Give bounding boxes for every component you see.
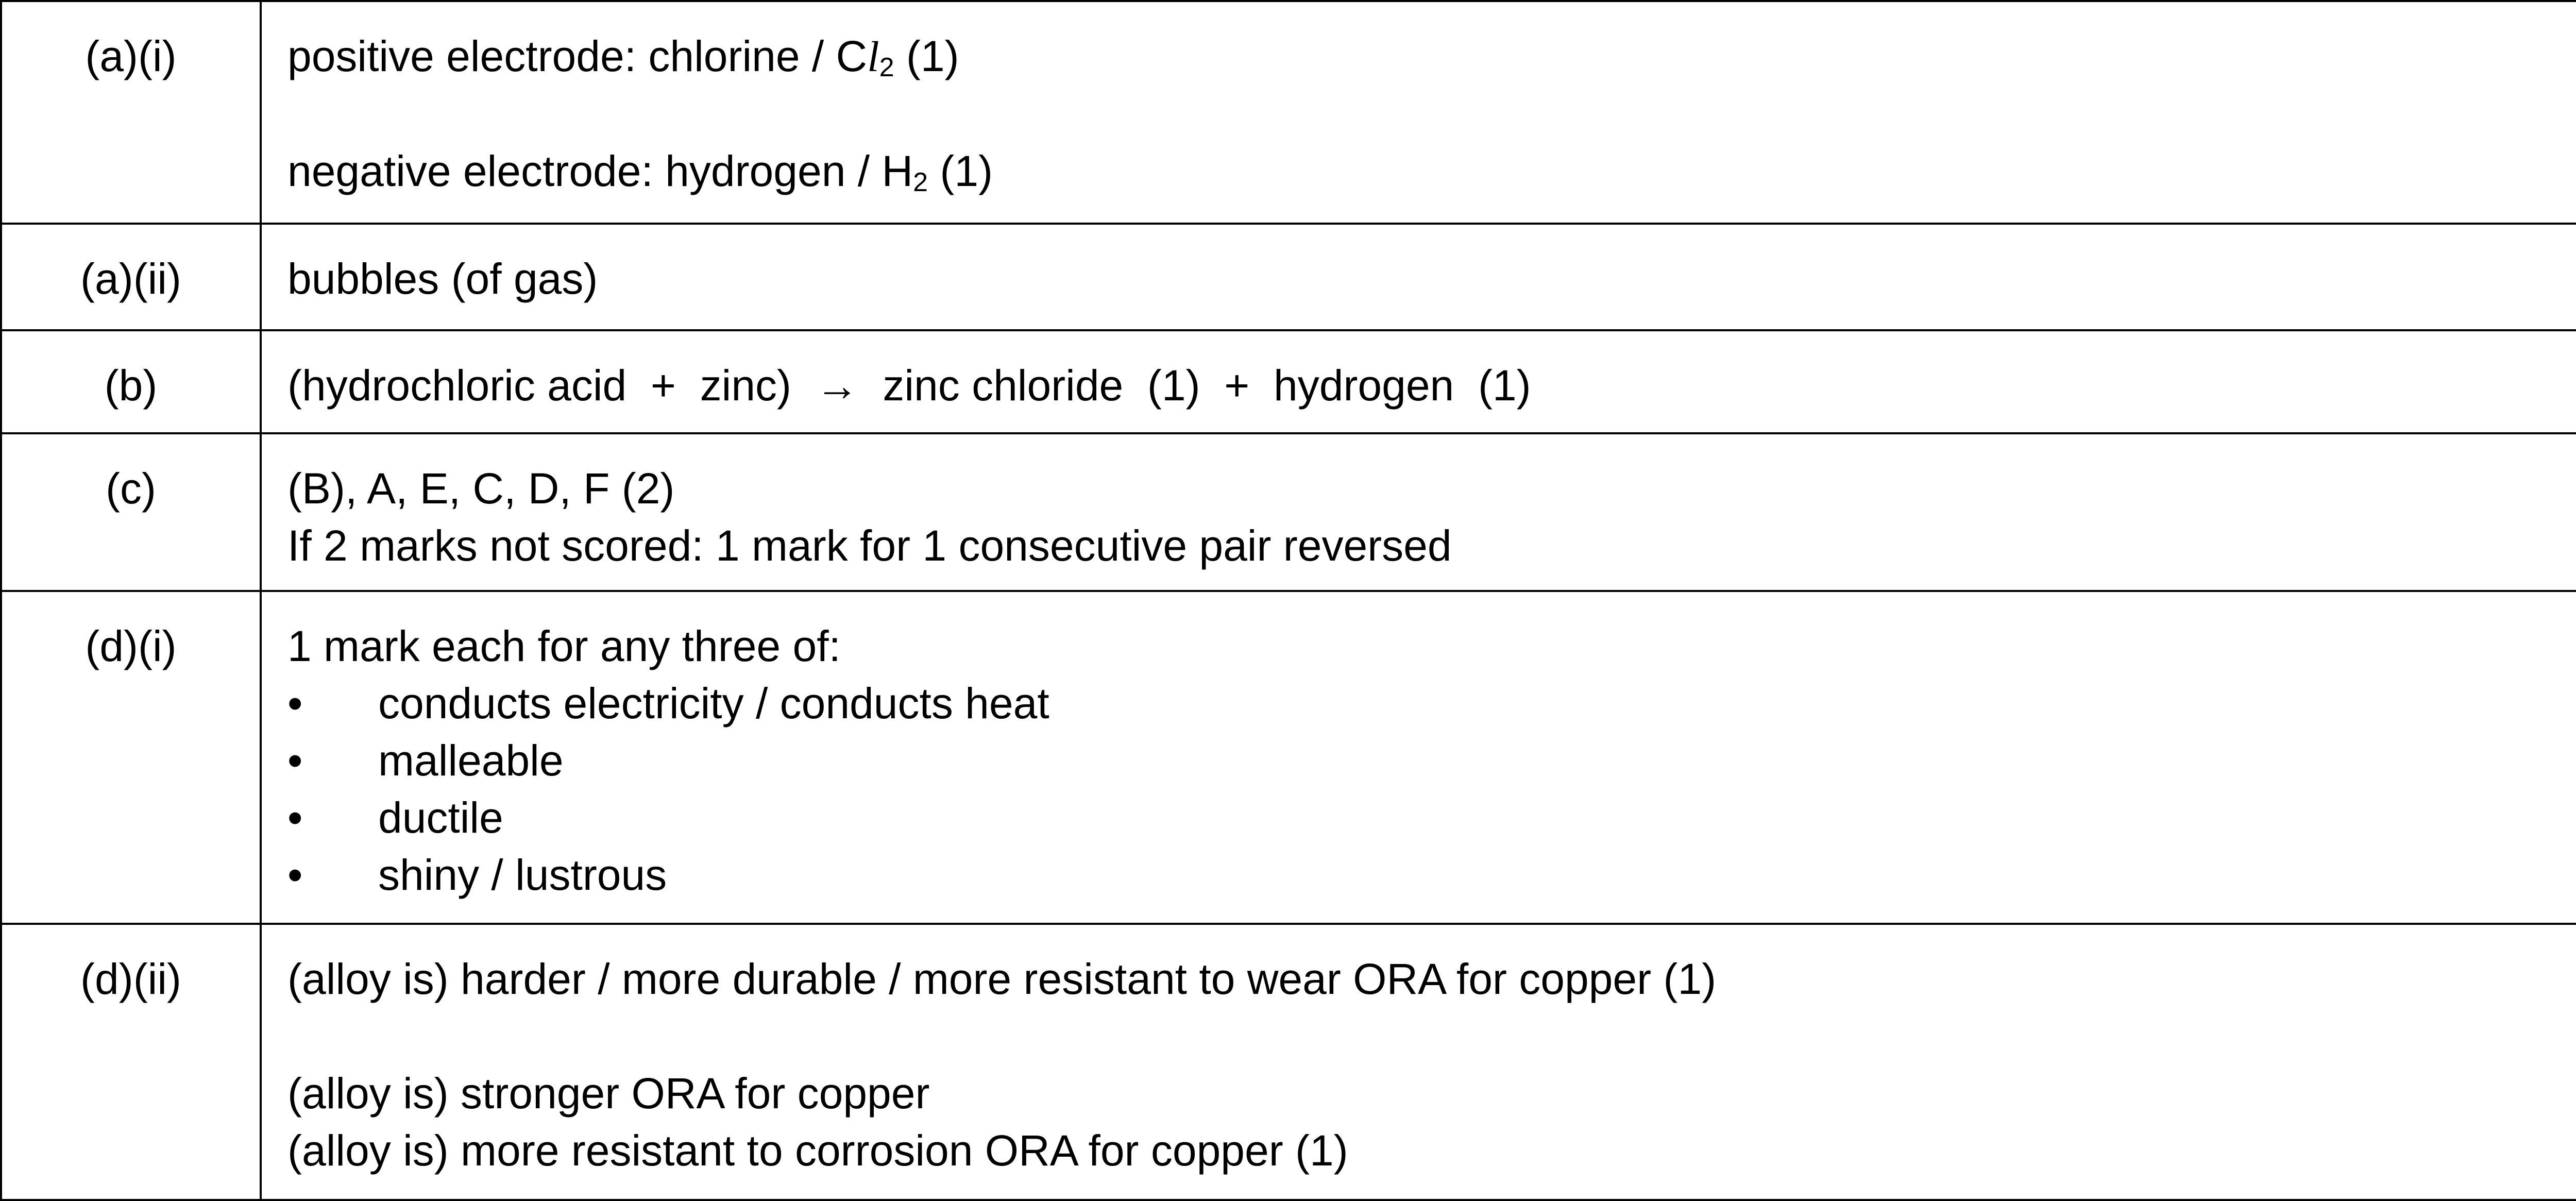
question-number: (a)(ii): [1, 224, 261, 330]
question-number: (c): [1, 433, 261, 591]
bullet-item: • malleable: [287, 732, 2576, 789]
table-row-d-ii: [1, 924, 2576, 1200]
table-row-d-i: [1, 591, 2576, 924]
answer-cell: [261, 433, 2576, 591]
answer-line: bubbles (of gas): [287, 255, 598, 303]
question-number: (d)(i): [1, 591, 261, 924]
answer-line: (alloy is) stronger ORA for copper: [287, 1069, 930, 1118]
word-equation: (hydrochloric acid + zinc) → zinc chloride (1) + hydrogen (1): [287, 361, 1531, 410]
answer-line: (B), A, E, C, D, F (2): [287, 464, 675, 513]
answer-cell: [261, 591, 2576, 924]
answer-cell: [261, 924, 2576, 1200]
bullet-item: • shiny / lustrous: [287, 847, 2576, 904]
question-number: (b): [1, 330, 261, 433]
bullet-item: • ductile: [287, 789, 2576, 847]
answer-line: If 2 marks not scored: 1 mark for 1 consecutive pair reversed: [287, 521, 1452, 570]
answer-intro: 1 mark each for any three of:: [287, 622, 841, 670]
question-number: (d)(ii): [1, 924, 261, 1200]
answer-line: (alloy is) harder / more durable / more resistant to wear ORA for copper (1): [287, 955, 1717, 1003]
table-row-b: [1, 330, 2576, 433]
bullet-item: • conducts electricity / conducts heat: [287, 675, 2576, 732]
answer-cell: [261, 330, 2576, 433]
answer-line: (alloy is) more resistant to corrosion ORA for copper (1): [287, 1126, 1348, 1175]
question-number: (a)(i): [1, 1, 261, 224]
answer-cell: [261, 224, 2576, 330]
table-row-a-ii: [1, 224, 2576, 330]
table-row-a-i: [1, 1, 2576, 224]
answer-cell: [261, 1, 2576, 224]
answer-line: positive electrode: chlorine / $Cl_2$ (1): [287, 32, 959, 82]
chlorine-symbol-l: l: [867, 33, 879, 81]
answer-line: negative electrode: hydrogen / $H_2$ (1): [287, 147, 993, 197]
table-row-c: [1, 433, 2576, 591]
